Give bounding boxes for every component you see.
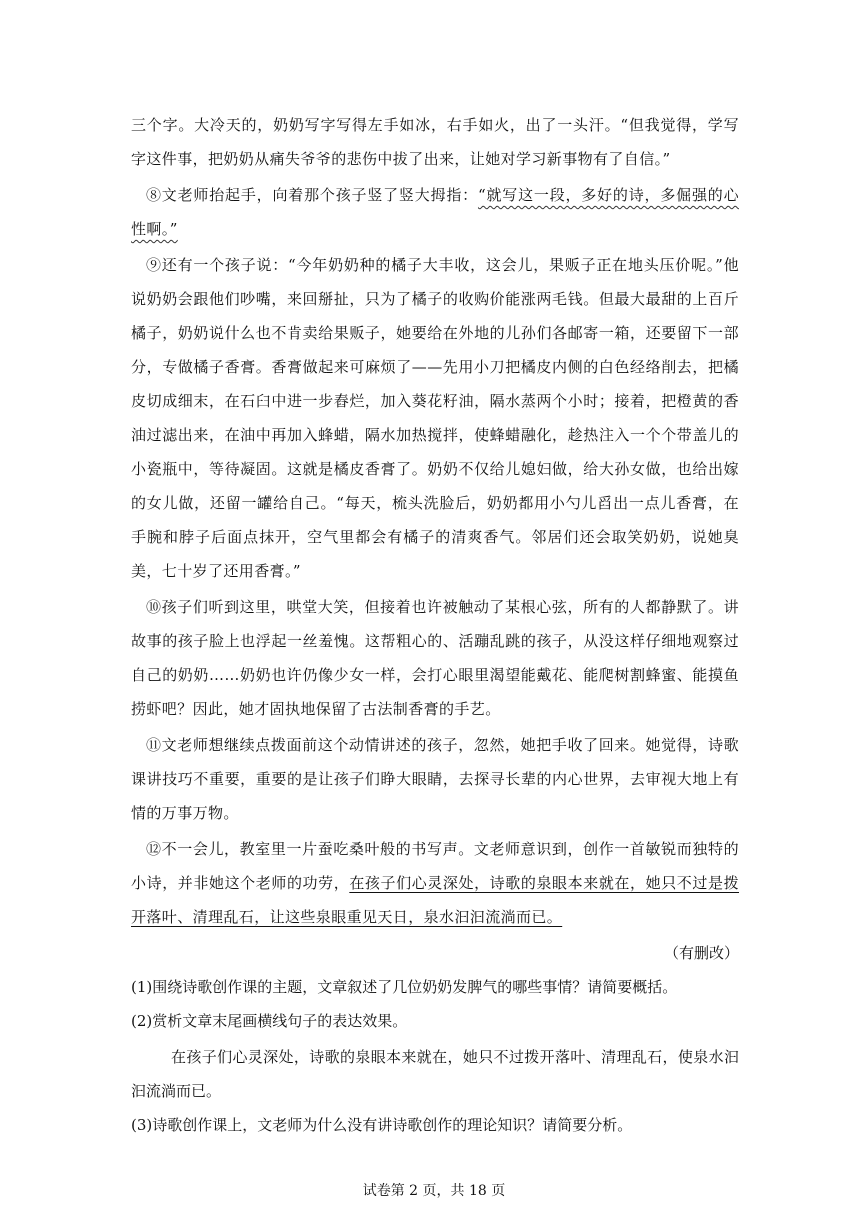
paragraph-7-tail: 三个字。大冷天的，奶奶写字写得左手如冰，右手如火，出了一头汗。“但我觉得，学写字这件事，把奶奶从痛失爷爷的悲伤中拔了出来，让她对学习新事物有了自信。” <box>131 116 739 168</box>
paragraph-12 <box>131 832 739 934</box>
question-1: (1)围绕诗歌创作课的主题，文章叙述了几位奶奶发脾气的哪些事情？请简要概括。 <box>131 978 678 996</box>
exam-page-content <box>131 108 739 1142</box>
paragraph-10: ⑩孩子们听到这里，哄堂大笑，但接着也许被触动了某根心弦，所有的人都静默了。讲故事的孩子脸上也浮起一丝羞愧。这帮粗心的、活蹦乱跳的孩子，从没这样仔细地观察过自己的奶奶……奶奶也许仍像少女一样，会打心眼里渴望能戴花、能爬树割蜂蜜、能摸鱼捞虾吧？因此，她才固执地保留了古法制香膏的手艺。 <box>131 598 739 718</box>
paragraph-8-lead: ⑧文老师抬起手，向着那个孩子竖了竖大拇指： <box>146 186 478 204</box>
source-note: （有删改） <box>663 944 739 962</box>
question-2-quote: 在孩子们心灵深处，诗歌的泉眼本来就在，她只不过拨开落叶、清理乱石，使泉水汩汩流淌而已。 <box>131 1048 739 1100</box>
paragraph-12-underlined-sentence: 在孩子们心灵深处，诗歌的泉眼本来就在，她只不过是拨开落叶、清理乱石，让这些泉眼重见天日，泉水汩汩流淌而已。 <box>131 874 739 926</box>
question-3: (3)诗歌创作课上，文老师为什么没有讲诗歌创作的理论知识？请简要分析。 <box>131 1116 633 1134</box>
paragraph-8-wavy-underlined: “就写这一段，多好的诗，多倔强的心性啊。” <box>131 186 739 238</box>
question-2: (2)赏析文章末尾画横线句子的表达效果。 <box>131 1012 408 1030</box>
page-footer: 试卷第 2 页，共 18 页 <box>362 1183 506 1199</box>
paragraph-9: ⑨还有一个孩子说：“今年奶奶种的橘子大丰收，这会儿，果贩子正在地头压价呢。”他说奶奶会跟他们吵嘴，来回掰扯，只为了橘子的收购价能涨两毛钱。但最大最甜的上百斤橘子，奶奶说什么也不肯卖给果贩子，她要给在外地的儿孙们各邮寄一箱，还要留下一部分，专做橘子香膏。香膏做起来可麻烦了——先用小刀把橘皮内侧的白色经络削去，把橘皮切成细末，在石臼中进一步舂烂，加入葵花籽油，隔水蒸两个小时；接着，把橙黄的香油过滤出来，在油中再加入蜂蜡，隔水加热搅拌，使蜂蜡融化，趁热注入一个个带盖儿的小瓷瓶中，等待凝固。这就是橘皮香膏了。奶奶不仅给儿媳妇做，给大孙女做，也给出嫁的女儿做，还留一罐给自己。“每天，梳头洗脸后，奶奶都用小勺儿舀出一点儿香膏，在手腕和脖子后面点抹开，空气里都会有橘子的清爽香气。邻居们还会取笑奶奶，说她臭美，七十岁了还用香膏。” <box>131 256 739 580</box>
paragraph-11: ⑪文老师想继续点拨面前这个动情讲述的孩子，忽然，她把手收了回来。她觉得，诗歌课讲技巧不重要，重要的是让孩子们睁大眼睛，去探寻长辈的内心世界，去审视大地上有情的万事万物。 <box>131 736 739 822</box>
paragraph-8 <box>131 178 739 246</box>
paragraph-12-lead: ⑫不一会儿，教室里一片蚕吃桑叶般的书写声。文老师意识到，创作一首敏锐而独特的小诗，并非她这个老师的功劳， <box>131 840 739 892</box>
